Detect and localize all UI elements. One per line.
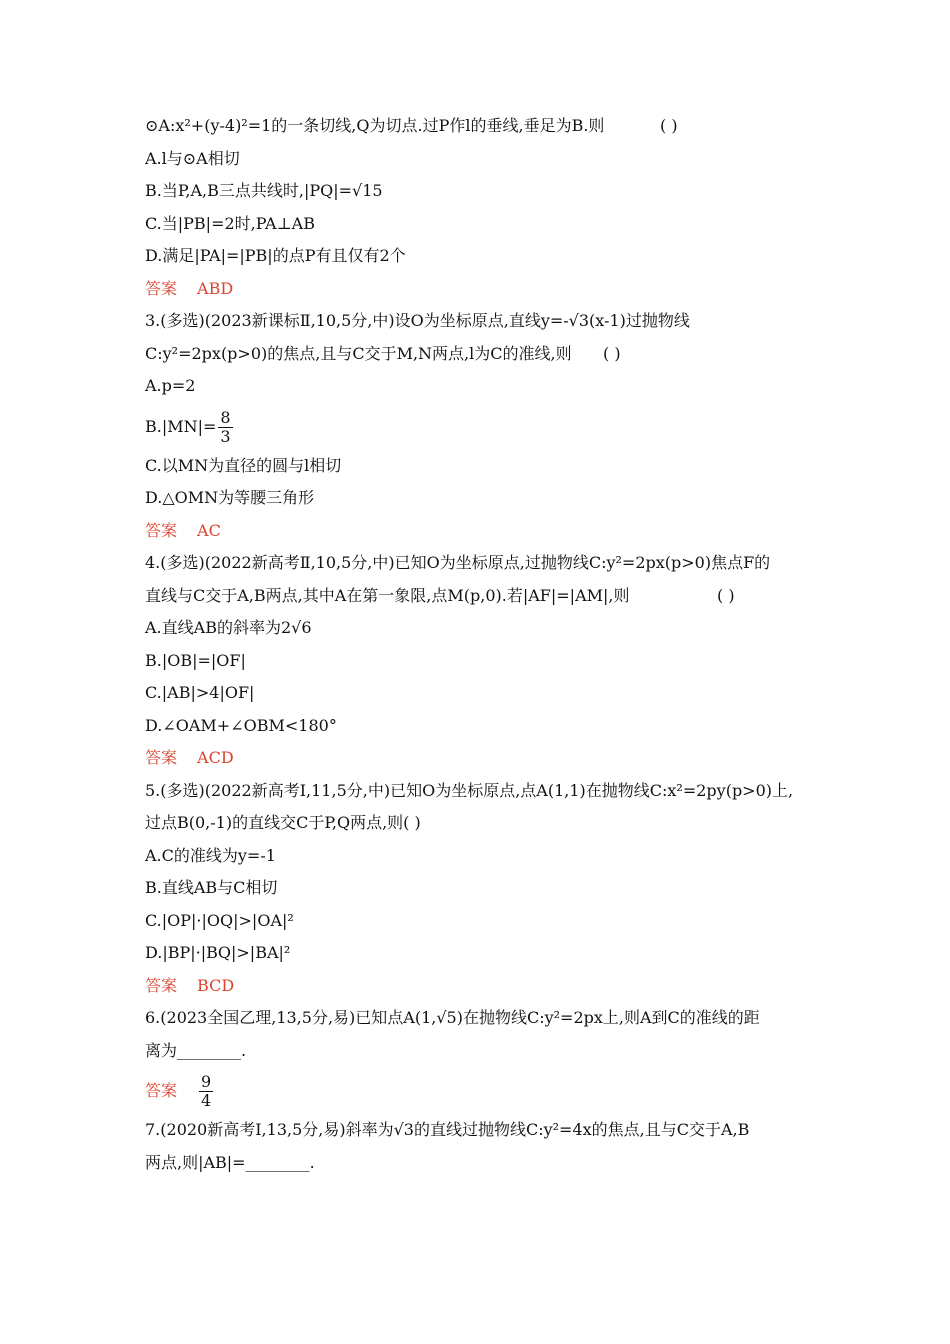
fraction-numerator: 8	[220, 407, 231, 427]
answer-label: 答案	[145, 278, 178, 298]
answer-value: ACD	[197, 748, 234, 767]
answer-value: AC	[197, 520, 221, 540]
q2-answer	[145, 273, 825, 306]
q3-answer-paren: ( )	[603, 343, 621, 363]
answer-fraction	[199, 1073, 213, 1110]
answer-label: 答案	[145, 1081, 178, 1100]
q3-option-a: A.p=2	[145, 376, 196, 395]
q3-option-b-prefix: B.|MN|=	[145, 416, 217, 436]
fraction-denominator: 4	[201, 1091, 212, 1110]
q2-option-c: C.当|PB|=2时,PA⊥AB	[145, 213, 315, 233]
answer-value: ABD	[197, 278, 234, 298]
fraction-numerator: 9	[201, 1072, 212, 1091]
q7-stem-line-1: 7.(2020新高考Ⅰ,13,5分,易)斜率为√3的直线过抛物线C:y²=4x的焦点,且与C交于A,B	[145, 1120, 750, 1139]
q5-option-a: A.C的准线为y=-1	[145, 845, 276, 865]
q4-answer-paren: ( )	[717, 585, 735, 605]
q4-stem-text: 直线与C交于A,B两点,其中A在第一象限,点M(p,0).若|AF|=|AM|,则	[145, 585, 630, 605]
q5-stem-line-1: 5.(多选)(2022新高考Ⅰ,11,5分,中)已知O为坐标原点,点A(1,1)在抛物线C:x²=2py(p>0)上,	[145, 780, 794, 800]
q2-option-a: A.l与⊙A相切	[145, 148, 240, 168]
q4-stem-line-1: 4.(多选)(2022新高考Ⅱ,10,5分,中)已知O为坐标原点,过抛物线C:y²=2px(p>0)焦点F的	[145, 553, 771, 572]
q6-stem-line-2: 离为________.	[145, 1040, 247, 1060]
q2-option-d: D.满足|PA|=|PB|的点P有且仅有2个	[145, 246, 406, 265]
q3-option-d: D.△OMN为等腰三角形	[145, 488, 315, 507]
q4-option-a: A.直线AB的斜率为2√6	[145, 618, 312, 637]
q3-stem-line-1: 3.(多选)(2023新课标Ⅱ,10,5分,中)设O为坐标原点,直线y=-√3(x-1)过抛物线	[145, 311, 690, 330]
q2-option-b: B.当P,A,B三点共线时,|PQ|=√15	[145, 181, 383, 200]
answer-label: 答案	[145, 975, 178, 995]
q4-answer	[145, 742, 825, 775]
q3-option-c: C.以MN为直径的圆与l相切	[145, 455, 342, 475]
q3-stem-text: C:y²=2px(p>0)的焦点,且与C交于M,N两点,l为C的准线,则	[145, 343, 572, 363]
q5-option-c: C.|OP|·|OQ|>|OA|²	[145, 910, 294, 930]
q4-stem-line-2	[145, 580, 825, 613]
q7-stem-line-2: 两点,则|AB|=________.	[145, 1152, 315, 1172]
answer-value: BCD	[197, 975, 235, 995]
q6-answer	[145, 1067, 825, 1114]
q2-stem-text: ⊙A:x²+(y-4)²=1的一条切线,Q为切点.过P作l的垂线,垂足为B.则	[145, 116, 605, 135]
q4-option-c: C.|AB|>4|OF|	[145, 683, 255, 702]
q3-option-b	[145, 403, 825, 450]
q4-option-d: D.∠OAM+∠OBM<180°	[145, 715, 337, 735]
document-page	[145, 110, 825, 1179]
q2-stem	[145, 110, 825, 143]
q5-stem-line-2: 过点B(0,-1)的直线交C于P,Q两点,则( )	[145, 813, 421, 832]
answer-label: 答案	[145, 520, 178, 540]
q5-option-d: D.|BP|·|BQ|>|BA|²	[145, 943, 291, 962]
fraction	[218, 409, 232, 446]
q3-answer	[145, 515, 825, 548]
q5-option-b: B.直线AB与C相切	[145, 878, 278, 897]
q2-answer-paren: ( )	[660, 116, 678, 135]
q6-stem-line-1: 6.(2023全国乙理,13,5分,易)已知点A(1,√5)在抛物线C:y²=2px上,则A到C的准线的距	[145, 1008, 760, 1027]
q4-option-b: B.|OB|=|OF|	[145, 650, 246, 670]
q5-answer	[145, 970, 825, 1003]
answer-label: 答案	[145, 748, 178, 767]
fraction-denominator: 3	[220, 426, 231, 446]
q3-stem-line-2	[145, 338, 825, 371]
